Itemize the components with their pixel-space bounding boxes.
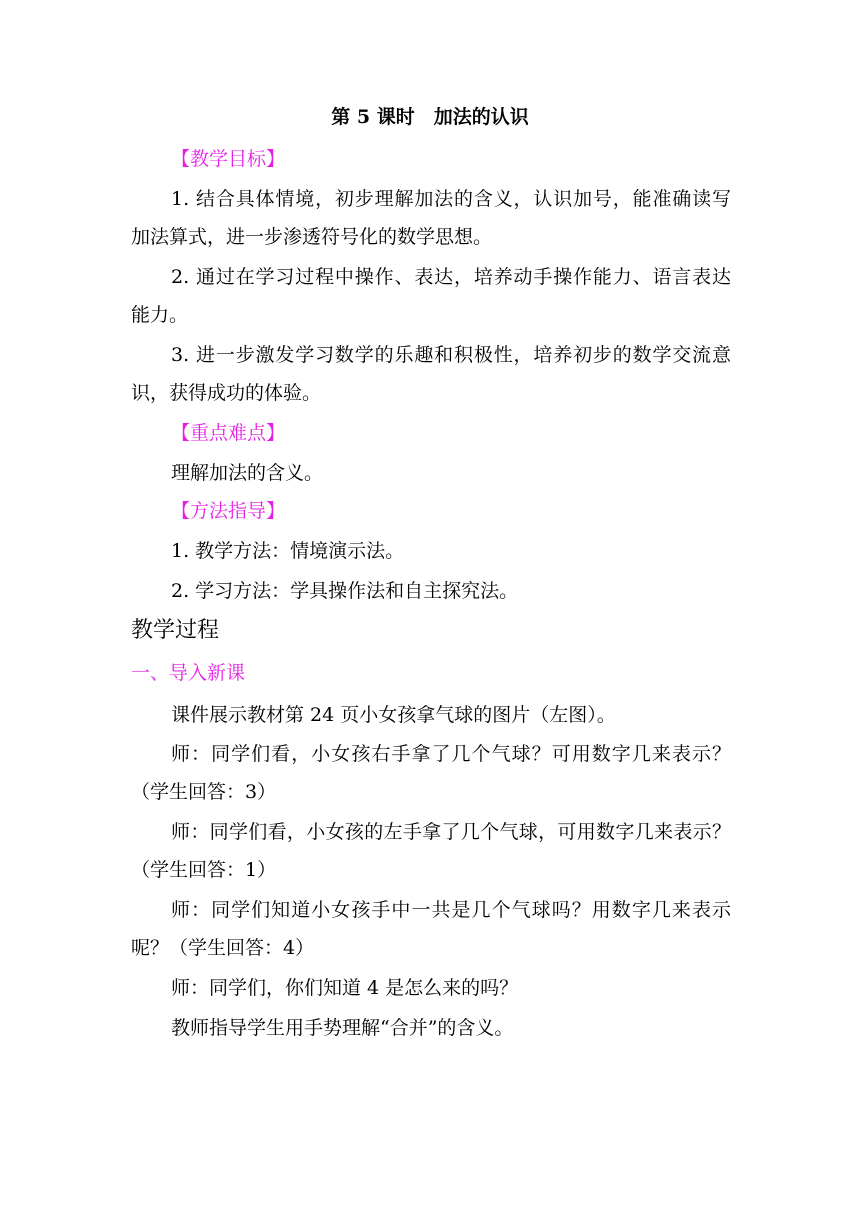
method-2: 2. 学习方法：学具操作法和自主探究法。 [171,580,519,602]
process-para-2-line-2: （学生回答：3） [131,781,277,803]
process-subheading: 一、导入新课 [131,662,246,684]
goal-1-line-1: 1. 结合具体情境，初步理解加法的含义，认识加号，能准确读写 [171,188,731,210]
goal-2-line-2: 能力。 [131,304,189,326]
process-para-6: 教师指导学生用手势理解“合并”的含义。 [171,1017,514,1039]
section-tag-goals: 【教学目标】 [171,148,286,170]
process-para-3-line-2: （学生回答：1） [131,859,277,881]
goal-1-line-2: 加法算式，进一步渗透符号化的数学思想。 [131,226,493,248]
lesson-title: 第 5 课时 加法的认识 [331,106,529,128]
process-para-5: 师：同学们，你们知道 4 是怎么来的吗？ [171,977,519,999]
process-para-2-line-1: 师：同学们看，小女孩右手拿了几个气球？可用数字几来表示？ [171,743,731,765]
section-tag-method: 【方法指导】 [171,500,286,522]
process-para-4-line-2: 呢？（学生回答：4） [131,937,315,959]
process-para-3-line-1: 师：同学们看，小女孩的左手拿了几个气球，可用数字几来表示？ [171,821,731,843]
section-tag-key: 【重点难点】 [171,422,286,444]
key-text: 理解加法的含义。 [171,462,324,484]
goal-3-line-1: 3. 进一步激发学习数学的乐趣和积极性，培养初步的数学交流意 [171,344,731,366]
process-para-1: 课件展示教材第 24 页小女孩拿气球的图片（左图）。 [171,704,616,726]
process-heading: 教学过程 [131,618,220,643]
goal-3-line-2: 识，获得成功的体验。 [131,382,322,404]
goal-2-line-1: 2. 通过在学习过程中操作、表达，培养动手操作能力、语言表达 [171,266,731,288]
method-1: 1. 教学方法：情境演示法。 [171,540,405,562]
process-para-4-line-1: 师：同学们知道小女孩手中一共是几个气球吗？用数字几来表示 [171,899,731,921]
